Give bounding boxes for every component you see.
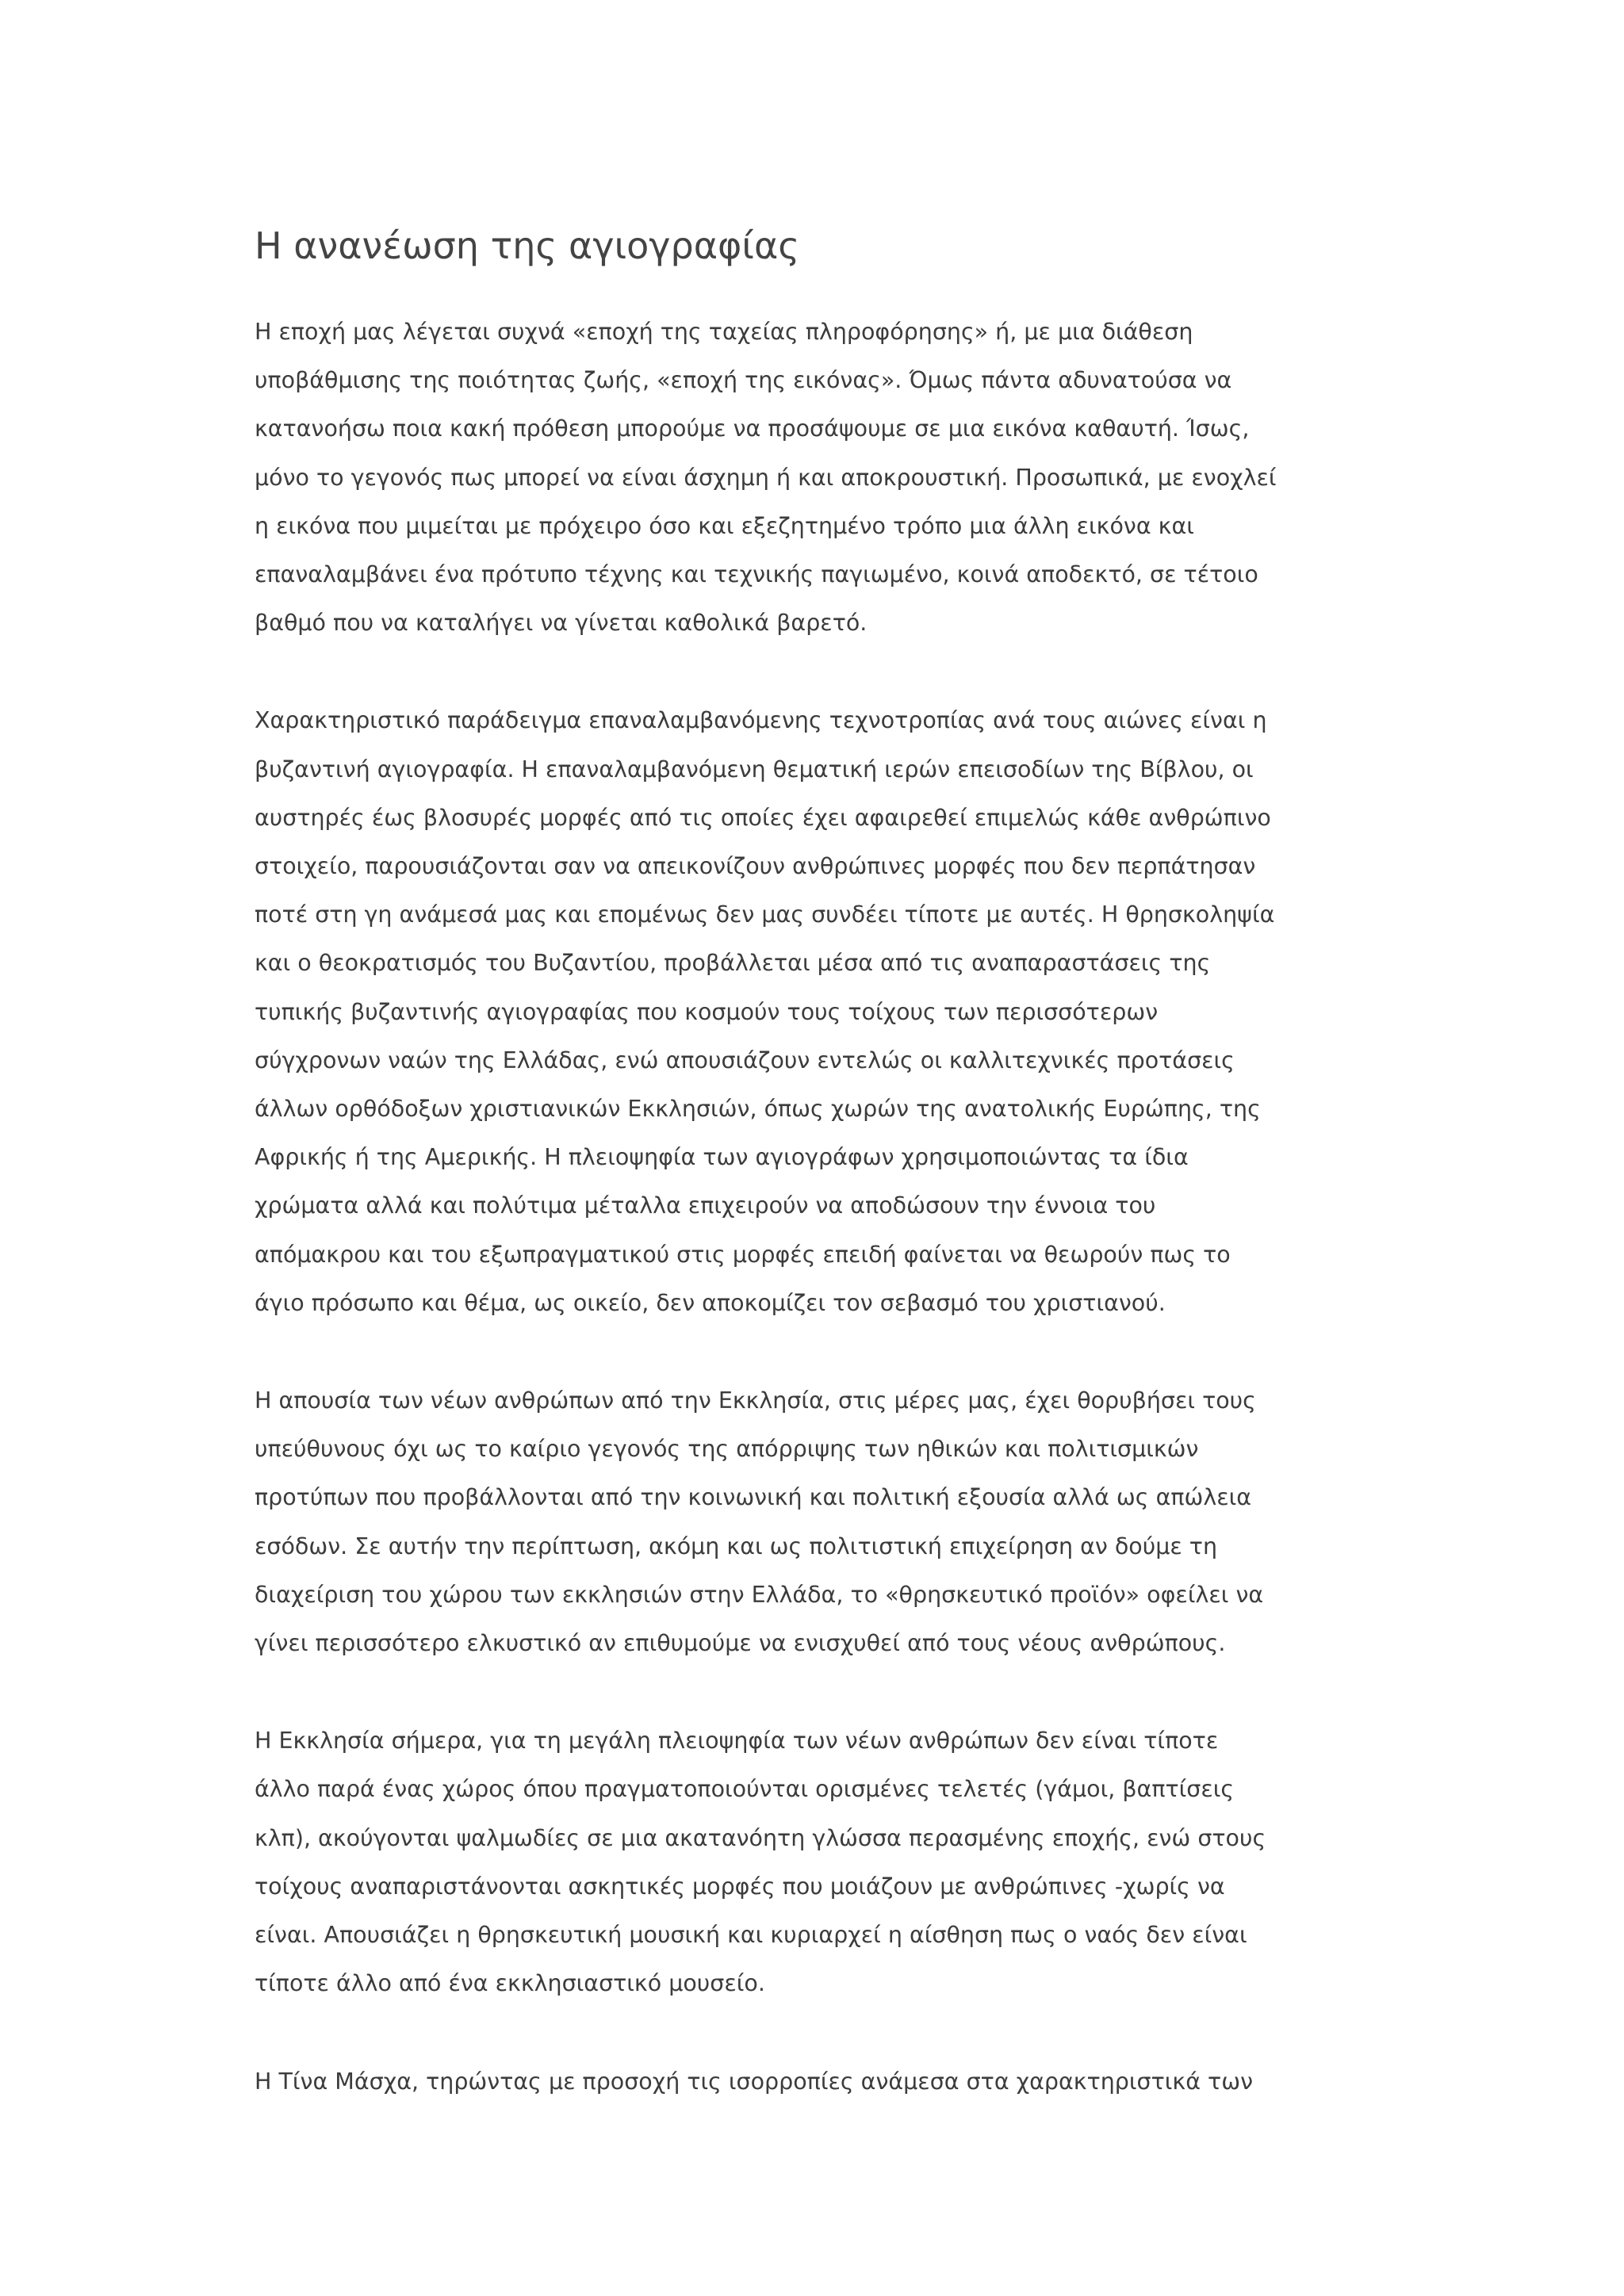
paragraph-3 (255, 1376, 1381, 1667)
text-line: εσόδων. Σε αυτήν την περίπτωση, ακόμη και ως πολιτιστική επιχείρηση αν δούμε τη (255, 1533, 1218, 1559)
text-line: ποτέ στη γη ανάμεσά μας και επομένως δεν μας συνδέει τίποτε με αυτές. Η θρησκοληψία (255, 901, 1275, 928)
text-line: άγιο πρόσωπο και θέμα, ως οικείο, δεν αποκομίζει τον σεβασμό του χριστιανού. (255, 1289, 1166, 1316)
article-title: Η ανανέωση της αγιογραφίας (255, 224, 800, 267)
paragraph-4 (255, 1716, 1381, 2007)
text-line: επαναλαμβάνει ένα πρότυπο τέχνης και τεχνικής παγιωμένο, κοινά αποδεκτό, σε τέτοιο (255, 561, 1258, 588)
text-line: Η απουσία των νέων ανθρώπων από την Εκκλησία, στις μέρες μας, έχει θορυβήσει τους (255, 1387, 1256, 1414)
text-line: άλλων ορθόδοξων χριστιανικών Εκκλησιών, όπως χωρών της ανατολικής Ευρώπης, της (255, 1096, 1261, 1123)
text-line: μόνο το γεγονός πως μπορεί να είναι άσχημη ή και αποκρουστική. Προσωπικά, με ενοχλεί (255, 464, 1277, 491)
text-line: Η Τίνα Μάσχα, τηρώντας με προσοχή τις ισορροπίες ανάμεσα στα χαρακτηριστικά των (255, 2068, 1253, 2095)
text-line: τυπικής βυζαντινής αγιογραφίας που κοσμούν τους τοίχους των περισσότερων (255, 998, 1159, 1025)
text-line: βαθμό που να καταλήγει να γίνεται καθολικά βαρετό. (255, 610, 868, 637)
paragraph-1 (255, 308, 1381, 647)
text-line: Η εποχή μας λέγεται συχνά «εποχή της ταχείας πληροφόρησης» ή, με μια διάθεση (255, 319, 1193, 345)
text-line: τοίχους αναπαριστάνονται ασκητικές μορφές που μοιάζουν με ανθρώπινες -χωρίς να (255, 1873, 1225, 1900)
text-line: διαχείριση του χώρου των εκκλησιών στην Ελλάδα, το «θρησκευτικό προϊόν» οφείλει να (255, 1581, 1264, 1608)
article (255, 214, 1381, 2155)
text-line: αυστηρές έως βλοσυρές μορφές από τις οποίες έχει αφαιρεθεί επιμελώς κάθε ανθρώπινο (255, 804, 1271, 831)
text-line: υποβάθμισης της ποιότητας ζωής, «εποχή της εικόνας». Όμως πάντα αδυνατούσα να (255, 367, 1232, 394)
text-line: η εικόνα που μιμείται με πρόχειρο όσο και εξεζητημένο τρόπο μια άλλη εικόνα και (255, 512, 1194, 539)
text-line: γίνει περισσότερο ελκυστικό αν επιθυμούμε να ενισχυθεί από τους νέους ανθρώπους. (255, 1630, 1226, 1657)
text-line: χρώματα αλλά και πολύτιμα μέταλλα επιχειρούν να αποδώσουν την έννοια του (255, 1192, 1156, 1219)
text-line: βυζαντινή αγιογραφία. Η επαναλαμβανόμενη θεματική ιερών επεισοδίων της Βίβλου, οι (255, 756, 1254, 783)
text-line: απόμακρου και του εξωπραγματικού στις μορφές επειδή φαίνεται να θεωρούν πως το (255, 1241, 1231, 1268)
paragraph-2 (255, 696, 1381, 1327)
paragraph-5 (255, 2057, 1381, 2106)
text-line: είναι. Απουσιάζει η θρησκευτική μουσική και κυριαρχεί η αίσθηση πως ο ναός δεν είναι (255, 1922, 1247, 1949)
text-line: Αφρικής ή της Αμερικής. Η πλειοψηφία των αγιογράφων χρησιμοποιώντας τα ίδια (255, 1144, 1189, 1171)
text-line: σύγχρονων ναών της Ελλάδας, ενώ απουσιάζουν εντελώς οι καλλιτεχνικές προτάσεις (255, 1047, 1235, 1073)
text-line: προτύπων που προβάλλονται από την κοινωνική και πολιτική εξουσία αλλά ως απώλεια (255, 1484, 1252, 1511)
text-line: κλπ), ακούγονται ψαλμωδίες σε μια ακατανόητη γλώσσα περασμένης εποχής, ενώ στους (255, 1824, 1266, 1851)
text-line: Η Εκκλησία σήμερα, για τη μεγάλη πλειοψηφία των νέων ανθρώπων δεν είναι τίποτε (255, 1728, 1219, 1755)
text-line: και ο θεοκρατισμός του Βυζαντίου, προβάλλεται μέσα από τις αναπαραστάσεις της (255, 950, 1211, 977)
text-line: τίποτε άλλο από ένα εκκλησιαστικό μουσείο. (255, 1970, 765, 1997)
text-line: άλλο παρά ένας χώρος όπου πραγματοποιούνται ορισμένες τελετές (γάμοι, βαπτίσεις (255, 1776, 1235, 1803)
text-line: υπεύθυνους όχι ως το καίριο γεγονός της απόρριψης των ηθικών και πολιτισμικών (255, 1436, 1199, 1463)
text-line: Χαρακτηριστικό παράδειγμα επαναλαμβανόμενης τεχνοτροπίας ανά τους αιώνες είναι η (255, 707, 1267, 734)
text-line: κατανοήσω ποια κακή πρόθεση μπορούμε να προσάψουμε σε μια εικόνα καθαυτή. Ίσως, (255, 415, 1250, 442)
text-line: στοιχείο, παρουσιάζονται σαν να απεικονίζουν ανθρώπινες μορφές που δεν περπάτησαν (255, 853, 1256, 880)
